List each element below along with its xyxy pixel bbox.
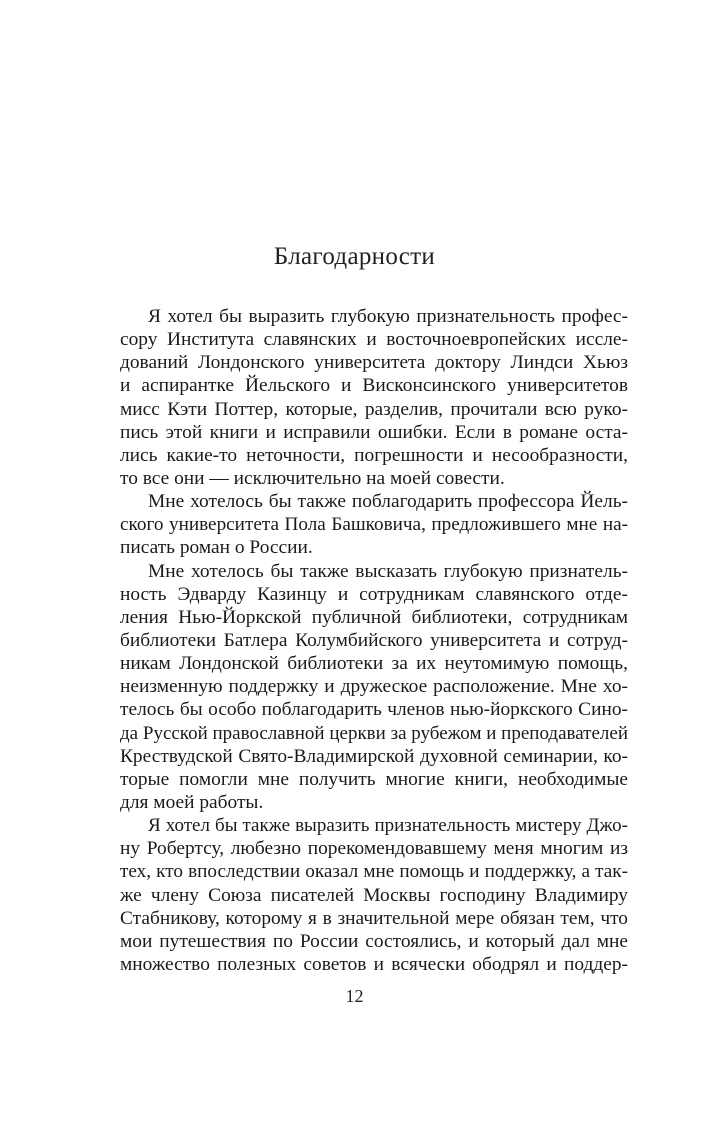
paragraph-2	[120, 490, 628, 559]
text-line: библиотеки Батлера Колумбийского университета и сотруд-	[120, 629, 628, 651]
text-line: Мне хотелось бы также высказать глубокую признатель-	[148, 560, 628, 582]
paragraph-3	[120, 560, 628, 815]
text-line: Я хотел бы выразить глубокую признательность профес-	[148, 306, 628, 327]
text-line: сору Института славянских и восточноевропейских иссле-	[120, 329, 628, 351]
text-line: пись этой книги и исправили ошибки. Если в романе оста-	[120, 421, 628, 443]
text-line: Мне хотелось бы также поблагодарить профессора Йель-	[148, 491, 628, 513]
text-line: Стабникову, которому я в значительной мере обязан тем, что	[120, 907, 628, 929]
page-number: 12	[345, 986, 364, 1006]
text-line: Я хотел бы также выразить признательность мистеру Джо-	[148, 815, 628, 837]
body-text	[120, 305, 628, 976]
text-line: для моей работы.	[120, 791, 264, 813]
text-line: неизменную поддержку и дружеское расположение. Мне хо-	[120, 676, 628, 698]
text-line: же члену Союза писателей Москвы господину Владимиру	[120, 884, 628, 906]
page-title: Благодарности	[273, 243, 436, 270]
paragraph-4	[120, 814, 628, 976]
text-line: ления Нью-Йоркской публичной библиотеки, сотрудникам	[120, 606, 628, 628]
text-line: дований Лондонского университета доктору Линдси Хьюз	[120, 352, 628, 374]
text-line: торые помогли мне получить многие книги, необходимые	[120, 768, 628, 790]
paragraph-1	[120, 305, 628, 490]
text-line: лись какие-то неточности, погрешности и несообразности,	[120, 444, 628, 466]
text-line: писать роман о России.	[120, 537, 313, 559]
text-line: никам Лондонской библиотеки за их неутомимую помощь,	[120, 653, 628, 675]
text-line: ского университета Пола Башковича, предложившего мне на-	[120, 514, 628, 536]
text-line: ность Эдварду Казинцу и сотрудникам славянского отде-	[120, 583, 628, 605]
text-line: да Русской православной церкви за рубежом и преподавателей	[120, 722, 628, 744]
text-line: мои путешествия по России состоялись, и который дал мне	[120, 930, 628, 952]
text-line: мисс Кэти Поттер, которые, разделив, прочитали всю руко-	[120, 398, 628, 420]
text-line: Крествудской Свято-Владимирской духовной семинарии, ко-	[120, 745, 628, 767]
text-line: и аспирантке Йельского и Висконсинского университетов	[120, 375, 628, 397]
text-line: то все они — исключительно на моей совести.	[120, 467, 505, 489]
text-line: множество полезных советов и всячески ободрял и поддер-	[120, 953, 628, 975]
text-line: ну Робертсу, любезно порекомендовавшему меня многим из	[120, 838, 628, 860]
text-line: тех, кто впоследствии оказал мне помощь и поддержку, а так-	[120, 861, 628, 883]
text-line: телось бы особо поблагодарить членов нью-йоркского Сино-	[120, 699, 628, 721]
